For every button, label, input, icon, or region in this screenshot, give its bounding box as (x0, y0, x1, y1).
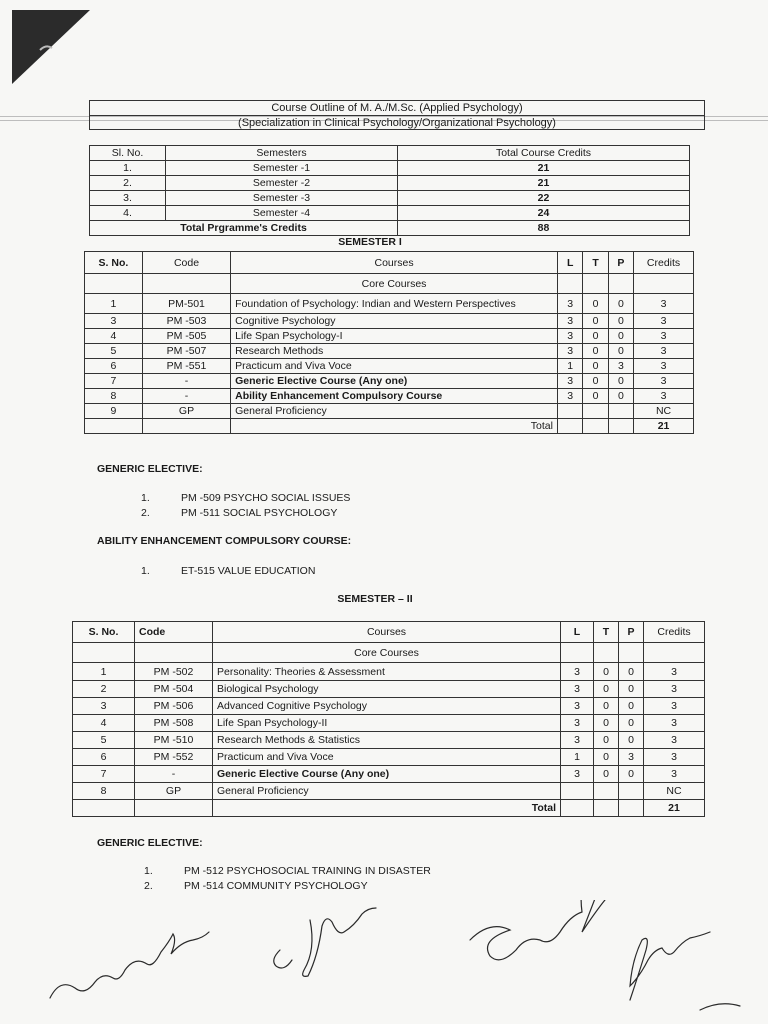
table-cell: 4 (85, 329, 143, 344)
column-header: Courses (231, 252, 558, 274)
table-cell: 5 (73, 732, 135, 749)
table-cell: Semester -3 (166, 191, 398, 206)
table-cell: Semester -4 (166, 206, 398, 221)
table-cell: PM -505 (142, 329, 230, 344)
credits-summary-table (89, 145, 690, 236)
total-value: 21 (634, 419, 694, 434)
table-cell: Practicum and Viva Voce (231, 359, 558, 374)
table-cell: 8 (85, 389, 143, 404)
column-header: Courses (213, 622, 561, 643)
table-row (85, 389, 694, 404)
list-number: 1. (144, 865, 153, 877)
table-cell: 3 (561, 766, 594, 783)
table-cell: 3 (557, 329, 582, 344)
column-header: Code (135, 622, 213, 643)
table-row (73, 663, 705, 681)
generic-elective-list (144, 864, 431, 894)
table-row (73, 715, 705, 732)
table-cell (608, 404, 633, 419)
table-cell: 0 (608, 329, 633, 344)
table-cell: 3 (619, 749, 644, 766)
column-header: L (557, 252, 582, 274)
table-cell: Personality: Theories & Assessment (213, 663, 561, 681)
table-row (73, 732, 705, 749)
semester-1-table (84, 251, 694, 434)
table-cell: 0 (583, 359, 608, 374)
core-courses-label: Core Courses (231, 274, 558, 294)
table-cell: 0 (594, 681, 619, 698)
column-header: T (583, 252, 608, 274)
table-cell: 6 (73, 749, 135, 766)
table-cell: 1 (85, 294, 143, 314)
table-cell: 8 (73, 783, 135, 800)
table-cell: 0 (608, 294, 633, 314)
table-cell: 1 (561, 749, 594, 766)
table-cell: 3 (634, 359, 694, 374)
table-cell: 0 (594, 663, 619, 681)
aecc-list (141, 564, 315, 579)
list-text: PM -514 COMMUNITY PSYCHOLOGY (184, 880, 368, 892)
table-cell: Research Methods (231, 344, 558, 359)
signature-4 (630, 932, 740, 1010)
list-number: 1. (141, 565, 150, 577)
total-row (73, 800, 705, 817)
table-header-row (73, 622, 705, 643)
table-row (90, 206, 690, 221)
table-row (73, 783, 705, 800)
table-cell: General Proficiency (213, 783, 561, 800)
table-cell: 7 (85, 374, 143, 389)
table-cell: 0 (594, 766, 619, 783)
table-cell: Life Span Psychology-I (231, 329, 558, 344)
table-cell: Generic Elective Course (Any one) (213, 766, 561, 783)
table-row (73, 698, 705, 715)
column-header: P (608, 252, 633, 274)
table-cell: PM -508 (135, 715, 213, 732)
list-text: ET-515 VALUE EDUCATION (181, 565, 316, 577)
table-cell: 3 (561, 681, 594, 698)
table-cell: 22 (398, 191, 690, 206)
column-header: Sl. No. (90, 146, 166, 161)
signatures (40, 900, 760, 1020)
table-cell: 3 (557, 374, 582, 389)
table-cell: 2 (73, 681, 135, 698)
generic-elective-list (141, 491, 350, 521)
table-row (90, 191, 690, 206)
table-cell: Research Methods & Statistics (213, 732, 561, 749)
table-row (73, 681, 705, 698)
table-cell: 3 (557, 389, 582, 404)
table-row (85, 344, 694, 359)
table-cell: 3 (644, 715, 705, 732)
aecc-heading: ABILITY ENHANCEMENT COMPULSORY COURSE: (97, 535, 352, 547)
table-cell: 0 (583, 294, 608, 314)
column-header: T (594, 622, 619, 643)
signature-1 (50, 932, 209, 998)
table-cell (583, 404, 608, 419)
table-row (90, 161, 690, 176)
table-row (85, 404, 694, 419)
column-header: Total Course Credits (398, 146, 690, 161)
table-cell: 0 (608, 389, 633, 404)
table-cell: 21 (398, 161, 690, 176)
table-row (85, 374, 694, 389)
table-cell: 3. (90, 191, 166, 206)
table-cell: 1 (73, 663, 135, 681)
table-cell: 3 (644, 681, 705, 698)
total-row (90, 221, 690, 236)
table-cell: 3 (644, 663, 705, 681)
semester-2-heading: SEMESTER – II (337, 593, 413, 605)
table-row (85, 329, 694, 344)
table-cell: 3 (634, 314, 694, 329)
corner-fold-mark (12, 10, 92, 86)
table-cell: Foundation of Psychology: Indian and Western Perspectives (231, 294, 558, 314)
table-cell: NC (644, 783, 705, 800)
table-cell: 3 (644, 749, 705, 766)
total-label: Total Prgramme's Credits (90, 221, 398, 236)
document-title: Course Outline of M. A./M.Sc. (Applied Psychology) (90, 101, 704, 116)
list-number: 2. (141, 507, 150, 519)
table-cell: 9 (85, 404, 143, 419)
core-courses-row (85, 274, 694, 294)
table-cell: 6 (85, 359, 143, 374)
core-courses-row (73, 643, 705, 663)
table-cell: 0 (594, 732, 619, 749)
table-row (73, 749, 705, 766)
table-cell: 3 (634, 374, 694, 389)
list-item (141, 564, 315, 579)
table-cell: PM -504 (135, 681, 213, 698)
table-cell: NC (634, 404, 694, 419)
table-cell (619, 783, 644, 800)
table-cell: PM -552 (135, 749, 213, 766)
table-cell: 3 (557, 344, 582, 359)
total-value: 21 (644, 800, 705, 817)
generic-elective-heading: GENERIC ELECTIVE: (97, 837, 203, 849)
table-cell: GP (135, 783, 213, 800)
table-cell: 3 (561, 732, 594, 749)
table-cell: 3 (561, 698, 594, 715)
document-title-box (89, 100, 705, 130)
column-header: P (619, 622, 644, 643)
table-row (85, 314, 694, 329)
table-cell: 5 (85, 344, 143, 359)
table-cell: PM -506 (135, 698, 213, 715)
table-cell: 0 (619, 663, 644, 681)
table-cell: 3 (644, 732, 705, 749)
table-cell: - (142, 389, 230, 404)
table-cell: Life Span Psychology-II (213, 715, 561, 732)
column-header: S. No. (73, 622, 135, 643)
table-cell: 0 (594, 715, 619, 732)
table-cell: 0 (608, 314, 633, 329)
table-cell: 0 (583, 344, 608, 359)
table-cell: General Proficiency (231, 404, 558, 419)
table-cell: GP (142, 404, 230, 419)
table-cell: 0 (583, 314, 608, 329)
table-row (73, 766, 705, 783)
table-cell: 3 (634, 329, 694, 344)
table-cell: PM -551 (142, 359, 230, 374)
table-cell: 3 (634, 294, 694, 314)
table-cell: 3 (608, 359, 633, 374)
table-cell: - (142, 374, 230, 389)
table-cell: 0 (608, 374, 633, 389)
table-cell: 3 (634, 389, 694, 404)
table-cell: PM -503 (142, 314, 230, 329)
core-courses-label: Core Courses (213, 643, 561, 663)
table-cell: Advanced Cognitive Psychology (213, 698, 561, 715)
table-cell: 3 (644, 698, 705, 715)
generic-elective-heading: GENERIC ELECTIVE: (97, 463, 203, 475)
table-cell: 7 (73, 766, 135, 783)
list-item (141, 491, 350, 506)
column-header: Code (142, 252, 230, 274)
table-cell: 3 (561, 715, 594, 732)
table-cell: Ability Enhancement Compulsory Course (231, 389, 558, 404)
list-number: 2. (144, 880, 153, 892)
table-cell: Semester -1 (166, 161, 398, 176)
column-header: Credits (644, 622, 705, 643)
table-cell: 21 (398, 176, 690, 191)
table-cell: 0 (619, 715, 644, 732)
total-label: Total (213, 800, 561, 817)
table-cell: PM -502 (135, 663, 213, 681)
table-cell: Cognitive Psychology (231, 314, 558, 329)
semester-1-heading: SEMESTER I (338, 236, 402, 248)
table-cell: 3 (557, 294, 582, 314)
column-header: L (561, 622, 594, 643)
signature-2 (274, 908, 376, 976)
signature-3 (470, 900, 612, 960)
list-item (144, 864, 431, 879)
semester-2-table (72, 621, 705, 817)
table-cell: 3 (634, 344, 694, 359)
table-cell: 0 (619, 698, 644, 715)
table-cell: PM -507 (142, 344, 230, 359)
table-cell: Semester -2 (166, 176, 398, 191)
table-cell: PM -510 (135, 732, 213, 749)
table-cell: Biological Psychology (213, 681, 561, 698)
table-cell: 3 (561, 663, 594, 681)
table-cell: - (135, 766, 213, 783)
table-cell: 3 (557, 314, 582, 329)
table-cell (594, 783, 619, 800)
table-cell: 3 (73, 698, 135, 715)
table-cell: 4. (90, 206, 166, 221)
table-cell: 4 (73, 715, 135, 732)
table-cell: 1 (557, 359, 582, 374)
table-cell: 0 (594, 698, 619, 715)
list-item (141, 506, 350, 521)
table-cell: 0 (594, 749, 619, 766)
table-header-row (85, 252, 694, 274)
table-cell: 0 (619, 681, 644, 698)
table-cell: 0 (608, 344, 633, 359)
table-cell: Generic Elective Course (Any one) (231, 374, 558, 389)
column-header: Semesters (166, 146, 398, 161)
table-cell: 24 (398, 206, 690, 221)
table-cell (561, 783, 594, 800)
list-text: PM -509 PSYCHO SOCIAL ISSUES (181, 492, 351, 504)
table-header-row (90, 146, 690, 161)
table-cell: Practicum and Viva Voce (213, 749, 561, 766)
total-value: 88 (398, 221, 690, 236)
list-item (144, 879, 431, 894)
table-cell: 3 (644, 766, 705, 783)
table-cell: 1. (90, 161, 166, 176)
table-cell (557, 404, 582, 419)
table-cell: 2. (90, 176, 166, 191)
table-row (85, 294, 694, 314)
table-cell: PM-501 (142, 294, 230, 314)
list-number: 1. (141, 492, 150, 504)
table-cell: 0 (583, 374, 608, 389)
document-subtitle: (Specialization in Clinical Psychology/Organizational Psychology) (238, 117, 556, 129)
list-text: PM -511 SOCIAL PSYCHOLOGY (181, 507, 338, 519)
table-cell: 0 (619, 732, 644, 749)
table-cell: 0 (619, 766, 644, 783)
table-cell: 0 (583, 389, 608, 404)
total-row (85, 419, 694, 434)
total-label: Total (231, 419, 558, 434)
column-header: S. No. (85, 252, 143, 274)
list-text: PM -512 PSYCHOSOCIAL TRAINING IN DISASTER (184, 865, 431, 877)
table-row (85, 359, 694, 374)
table-cell: 3 (85, 314, 143, 329)
column-header: Credits (634, 252, 694, 274)
table-row (90, 176, 690, 191)
table-cell: 0 (583, 329, 608, 344)
